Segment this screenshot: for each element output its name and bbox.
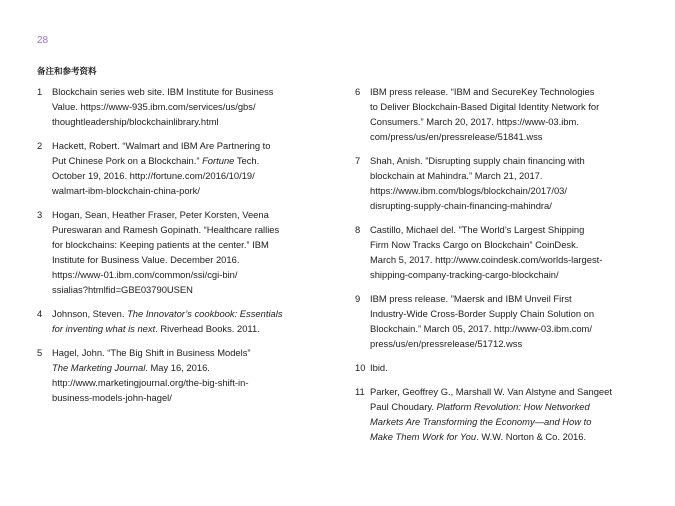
note-number: 6 xyxy=(355,86,361,97)
note-text: March 5, 2017. http://www.coindesk.com/worlds-largest- xyxy=(370,254,603,265)
note-text: for blockchains: Keeping patients at the center.” IBM xyxy=(52,239,269,250)
note-text: Blockchain.” March 05, 2017. http://www-03.ibm.com/ xyxy=(370,323,592,334)
note-line xyxy=(370,222,647,237)
note-number: 3 xyxy=(37,209,43,220)
note-line xyxy=(370,237,647,252)
note-line xyxy=(370,129,647,144)
note-number: 7 xyxy=(355,155,361,166)
note-text: Value. https://www-935.ibm.com/services/us/gbs/ xyxy=(52,101,256,112)
note-text: Ibid. xyxy=(370,362,388,373)
note-line xyxy=(52,267,317,282)
note-line xyxy=(52,168,317,183)
note-title-text: Platform Revolution: How Networked xyxy=(436,401,590,412)
note-title-text: Fortune xyxy=(202,155,235,166)
note-text: Industry-Wide Cross-Border Supply Chain Solution on xyxy=(370,308,595,319)
note-line xyxy=(370,99,647,114)
note-number: 5 xyxy=(37,347,43,358)
note-text: Put Chinese Pork on a Blockchain.” xyxy=(52,155,203,166)
note-line xyxy=(370,168,647,183)
note-text: ssialias?htmlfid=GBE03790USEN xyxy=(52,284,193,295)
page-number: 28 xyxy=(37,35,49,46)
note-line xyxy=(370,321,647,336)
note-item xyxy=(37,138,317,198)
note-item xyxy=(37,306,317,336)
note-line xyxy=(52,237,317,252)
note-title-text: The Innovator’s cookbook: Essentials xyxy=(127,308,283,319)
note-line xyxy=(370,336,647,351)
note-title-text: Markets Are Transforming the Economy—and How to xyxy=(370,416,592,427)
note-text: . Riverhead Books. 2011. xyxy=(155,323,260,334)
note-item xyxy=(355,84,647,144)
note-text: walmart-ibm-blockchain-china-pork/ xyxy=(52,185,200,196)
note-line xyxy=(370,252,647,267)
note-text: blockchain at Mahindra.” March 21, 2017. xyxy=(370,170,543,181)
note-line xyxy=(370,360,647,375)
note-item xyxy=(355,384,647,444)
notes-heading: 备注和参考资料 xyxy=(37,67,97,77)
note-item xyxy=(355,360,647,375)
note-line xyxy=(370,183,647,198)
note-item xyxy=(37,84,317,129)
note-text: https://www.ibm.com/blogs/blockchain/2017/03/ xyxy=(370,185,567,196)
note-text: press/us/en/pressrelease/51712.wss xyxy=(370,338,523,349)
note-line xyxy=(52,345,317,360)
note-item xyxy=(355,291,647,351)
note-line xyxy=(52,138,317,153)
note-text: Firm Now Tracks Cargo on Blockchain” CoinDesk. xyxy=(370,239,579,250)
note-title-text: for inventing what is next xyxy=(52,323,156,334)
notes-column-left xyxy=(37,84,317,414)
note-text: Hogan, Sean, Heather Fraser, Peter Korsten, Veena xyxy=(52,209,269,220)
note-line xyxy=(52,114,317,129)
note-text: Consumers.” March 20, 2017. https://www-03.ibm. xyxy=(370,116,579,127)
note-line xyxy=(370,267,647,282)
note-text: Pureswaran and Ramesh Gopinath. “Healthcare rallies xyxy=(52,224,280,235)
note-line xyxy=(370,399,647,414)
note-text: to Deliver Blockchain-Based Digital Identity Network for xyxy=(370,101,600,112)
note-text: IBM press release. ”Maersk and IBM Unveil First xyxy=(370,293,572,304)
note-text: disrupting-supply-chain-financing-mahindra/ xyxy=(370,200,552,211)
note-line xyxy=(52,252,317,267)
note-text: Castillo, Michael del. ”The World’s Largest Shipping xyxy=(370,224,585,235)
note-item xyxy=(355,222,647,282)
note-text: Blockchain series web site. IBM Institute for Business xyxy=(52,86,274,97)
note-number: 4 xyxy=(37,308,43,319)
note-text: com/press/us/en/pressrelease/51841.wss xyxy=(370,131,543,142)
note-line xyxy=(370,114,647,129)
note-number: 1 xyxy=(37,86,43,97)
note-number: 9 xyxy=(355,293,361,304)
note-line xyxy=(370,306,647,321)
note-line xyxy=(370,414,647,429)
note-line xyxy=(370,429,647,444)
note-line xyxy=(52,207,317,222)
note-text: https://www-01.ibm.com/common/ssi/cgi-bin/ xyxy=(52,269,238,280)
note-text: Paul Choudary. xyxy=(370,401,437,412)
notes-column-right xyxy=(355,84,647,453)
note-text: Parker, Geoffrey G., Marshall W. Van Alstyne and Sangeet xyxy=(370,386,612,397)
note-line xyxy=(52,84,317,99)
note-text: October 19, 2016. http://fortune.com/2016/10/19/ xyxy=(52,170,255,181)
note-number: 8 xyxy=(355,224,361,235)
note-item xyxy=(355,153,647,213)
note-line xyxy=(370,84,647,99)
note-line xyxy=(52,390,317,405)
note-line xyxy=(52,153,317,168)
note-line xyxy=(370,384,647,399)
note-line xyxy=(52,375,317,390)
note-title-text: Make Them Work for You xyxy=(370,431,477,442)
note-line xyxy=(370,198,647,213)
note-title-text: The Marketing Journal xyxy=(52,362,146,373)
note-number: 10 xyxy=(355,362,366,373)
note-line xyxy=(52,222,317,237)
note-line xyxy=(52,306,317,321)
note-line xyxy=(52,321,317,336)
note-line xyxy=(52,183,317,198)
note-text: Shah, Anish. ”Disrupting supply chain financing with xyxy=(370,155,585,166)
note-text: IBM press release. “IBM and SecureKey Technologies xyxy=(370,86,595,97)
note-text: Johnson, Steven. xyxy=(52,308,128,319)
note-text: business-models-john-hagel/ xyxy=(52,392,172,403)
note-text: . May 16, 2016. xyxy=(145,362,210,373)
note-line xyxy=(52,99,317,114)
note-text: shipping-company-tracking-cargo-blockchain/ xyxy=(370,269,559,280)
note-text: . W.W. Norton & Co. 2016. xyxy=(476,431,587,442)
note-text: Institute for Business Value. December 2016. xyxy=(52,254,240,265)
note-text: Tech. xyxy=(234,155,260,166)
note-item xyxy=(37,345,317,405)
note-text: Hagel, John. “The Big Shift in Business Models” xyxy=(52,347,251,358)
note-line xyxy=(370,153,647,168)
note-line xyxy=(370,291,647,306)
note-item xyxy=(37,207,317,297)
note-text: thoughtleadership/blockchainlibrary.html xyxy=(52,116,219,127)
note-line xyxy=(52,282,317,297)
note-number: 11 xyxy=(355,386,365,397)
note-text: Hackett, Robert. “Walmart and IBM Are Partnering to xyxy=(52,140,271,151)
note-number: 2 xyxy=(37,140,43,151)
note-line xyxy=(52,360,317,375)
note-text: http://www.marketingjournal.org/the-big-shift-in- xyxy=(52,377,249,388)
